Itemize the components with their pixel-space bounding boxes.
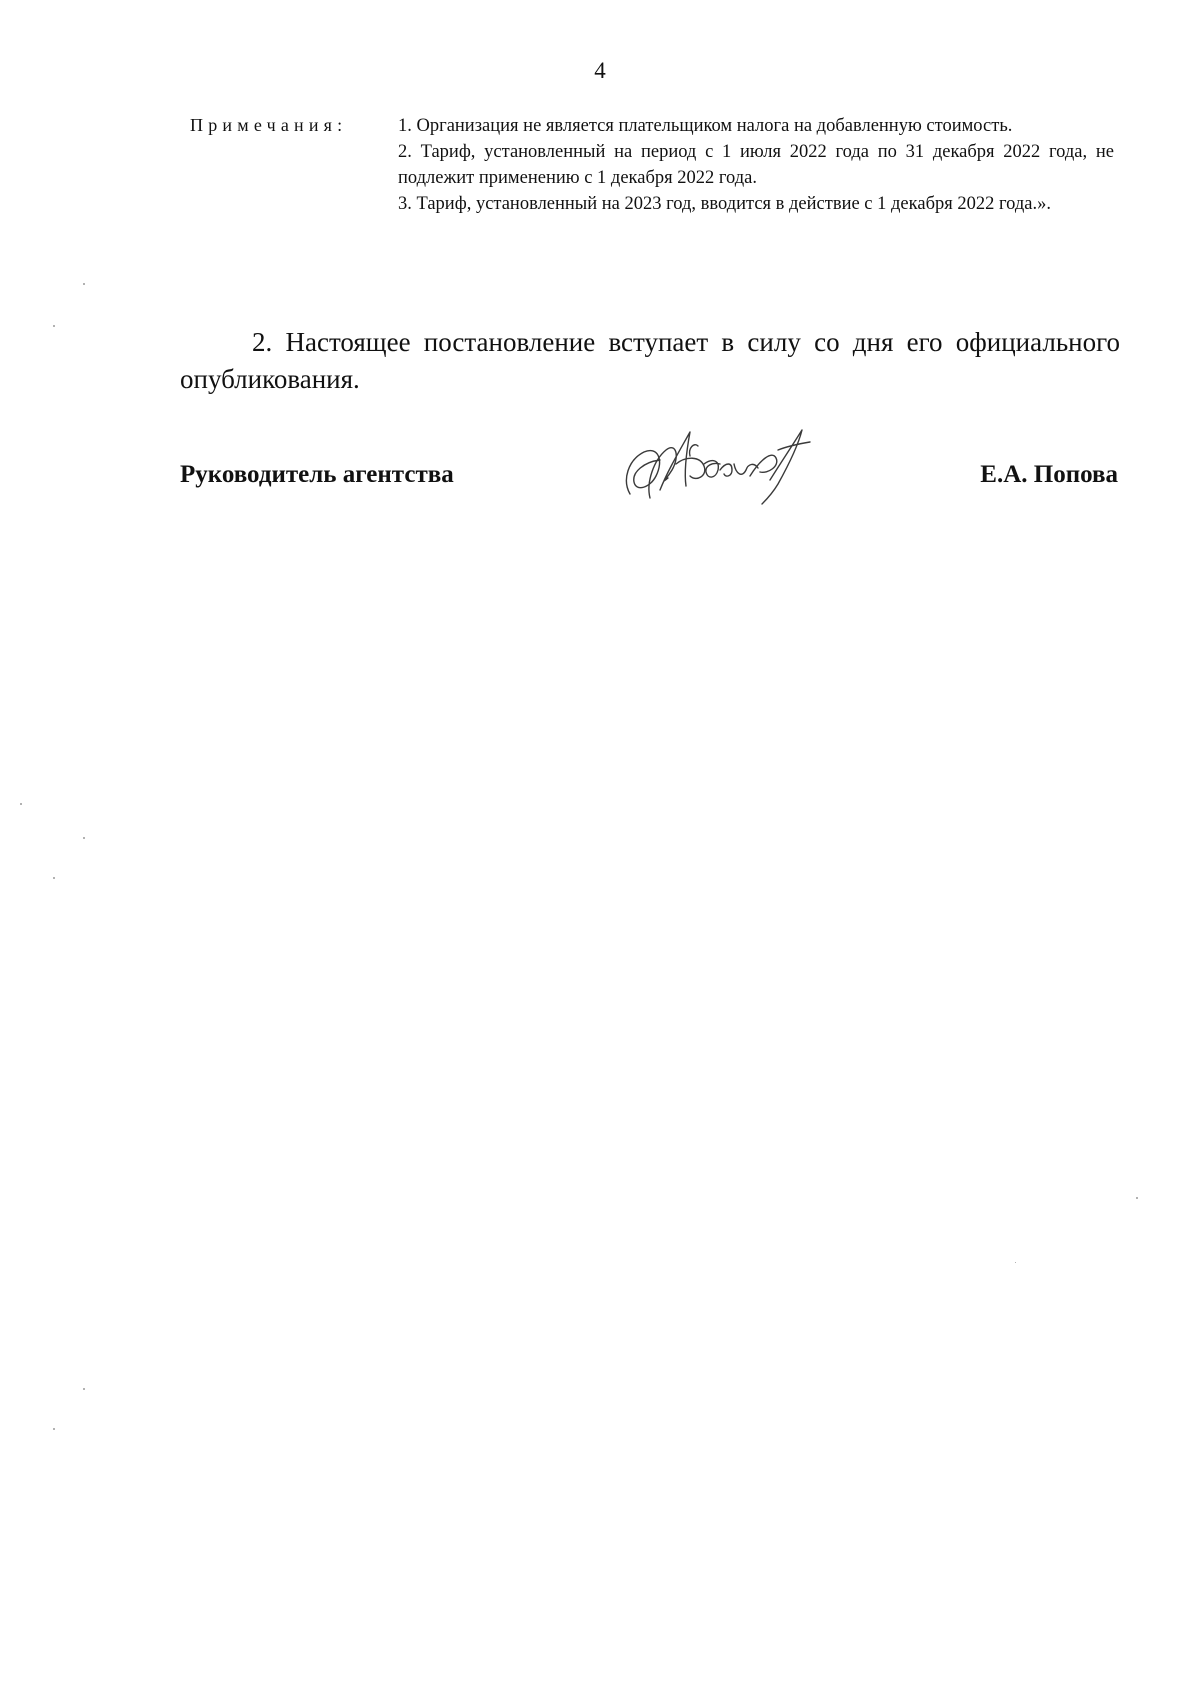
note-item: 3. Тариф, установленный на 2023 год, вводится в действие с 1 декабря 2022 года.». bbox=[398, 194, 1051, 214]
scan-speck bbox=[1015, 1262, 1016, 1263]
effective-date-clause: 2. Настоящее постановление вступает в силу со дня его официального опубликования. bbox=[180, 327, 1120, 394]
scan-speck bbox=[53, 1428, 55, 1430]
signer-position: Руководитель агентства bbox=[180, 461, 454, 488]
scan-speck bbox=[83, 1388, 85, 1390]
note-item: 1. Организация не является плательщиком налога на добавленную стоимость. bbox=[398, 116, 1013, 136]
notes-label: Примечания: bbox=[190, 115, 348, 135]
scan-speck bbox=[53, 325, 55, 327]
page-number: 4 bbox=[594, 58, 606, 83]
scan-speck bbox=[20, 803, 22, 805]
scan-speck bbox=[83, 283, 85, 285]
note-item: 2. Тариф, установленный на период с 1 июля 2022 года по 31 декабря 2022 года, не подлежит применению с 1 декабря 2022 года. bbox=[398, 142, 1114, 188]
notes-list bbox=[398, 113, 1114, 217]
scan-speck bbox=[1136, 1197, 1138, 1199]
signer-name: Е.А. Попова bbox=[980, 461, 1118, 488]
handwritten-signature bbox=[620, 420, 820, 506]
scan-speck bbox=[53, 877, 55, 879]
scan-speck bbox=[83, 837, 85, 839]
